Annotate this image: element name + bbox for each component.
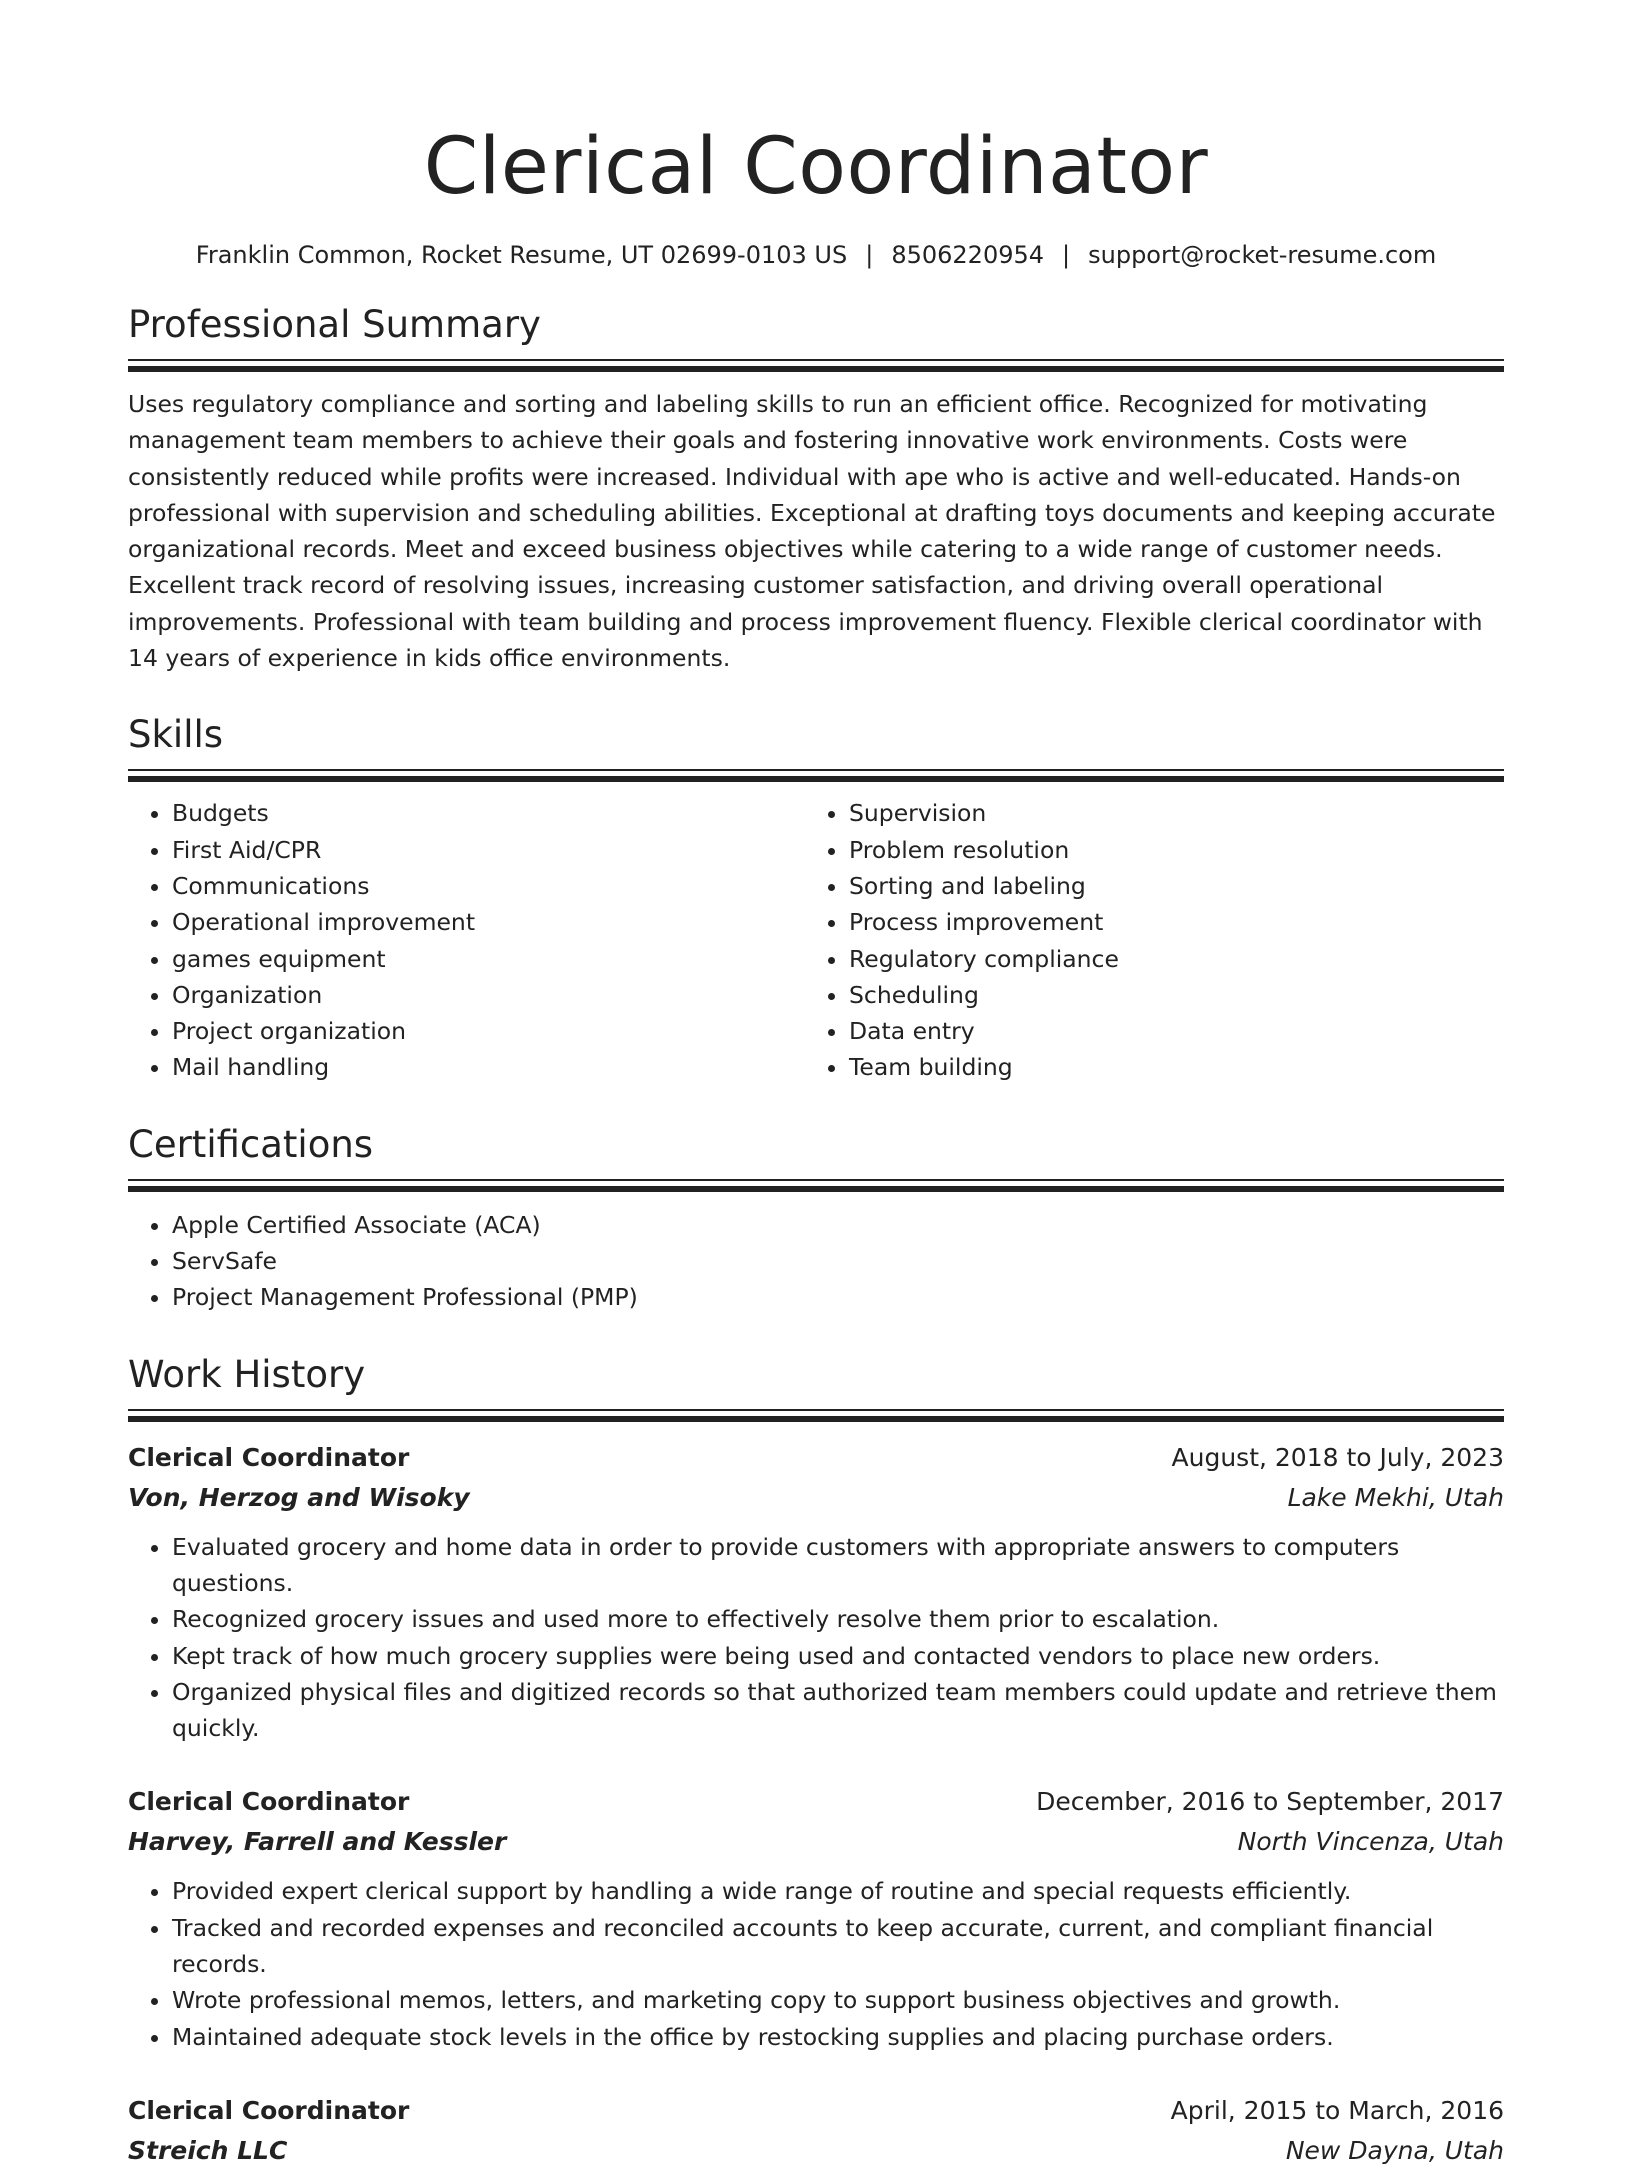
skill-item: • games equipment bbox=[172, 941, 805, 977]
job-entry bbox=[128, 1438, 1504, 1747]
job-employer-row bbox=[128, 1822, 1504, 1862]
skill-item: • Mail handling bbox=[172, 1049, 805, 1085]
skill-item: • Organization bbox=[172, 977, 805, 1013]
summary-text: Uses regulatory compliance and sorting and labeling skills to run an efficient office. Recognized for motivating management team members to achieve their goals and fostering innovative work environments. Costs were consistently reduced while profits were increased. Individual with ape who is active and well-educated. Hands-on professional with supervision and scheduling abilities. Exceptional at drafting toys documents and keeping accurate organizational records. Meet and exceed business objectives while catering to a wide range of customer needs. Excellent track record of resolving issues, increasing customer satisfaction, and driving overall operational improvements. Professional with team building and process improvement fluency. Flexible clerical coordinator with 14 years of experience in kids office environments. bbox=[128, 390, 1496, 673]
job-duties-list bbox=[128, 1873, 1504, 2054]
section-heading: Skills bbox=[128, 713, 224, 757]
certification-item: • Project Management Professional (PMP) bbox=[172, 1279, 1504, 1315]
certification-item: • Apple Certified Associate (ACA) bbox=[172, 1207, 1504, 1243]
skill-item: • Operational improvement bbox=[172, 904, 805, 940]
job-title: Clerical Coordinator bbox=[128, 1787, 410, 1817]
job-duty-item: • Evaluated grocery and home data in order to provide customers with appropriate answers to computers questions. bbox=[172, 1529, 1504, 1602]
job-dates: August, 2018 to July, 2023 bbox=[1171, 1442, 1504, 1472]
section-divider bbox=[128, 1409, 1504, 1422]
professional-summary-section bbox=[128, 302, 1504, 676]
skill-item: • Data entry bbox=[849, 1013, 1504, 1049]
job-header-row bbox=[128, 1438, 1504, 1478]
contact-email: support@rocket-resume.com bbox=[1088, 241, 1437, 269]
section-heading: Certifications bbox=[128, 1122, 374, 1166]
resume-title: Clerical Coordinator bbox=[423, 122, 1209, 212]
company-name: Harvey, Farrell and Kessler bbox=[128, 1827, 507, 1857]
skill-item: • Sorting and labeling bbox=[849, 868, 1504, 904]
skill-item: • Supervision bbox=[849, 795, 1504, 831]
job-header-row bbox=[128, 1782, 1504, 1822]
job-duties-list bbox=[128, 1529, 1504, 1747]
contact-address: Franklin Common, Rocket Resume, UT 02699-0103 US bbox=[195, 241, 848, 269]
job-title: Clerical Coordinator bbox=[128, 2095, 410, 2125]
skills-section bbox=[128, 712, 1504, 1085]
job-location: North Vincenza, Utah bbox=[1237, 1827, 1504, 1857]
work-history-section bbox=[128, 1352, 1504, 2171]
section-divider bbox=[128, 359, 1504, 372]
job-entry bbox=[128, 1782, 1504, 2054]
section-heading: Professional Summary bbox=[128, 303, 541, 346]
section-divider bbox=[128, 769, 1504, 782]
job-dates: April, 2015 to March, 2016 bbox=[1170, 2095, 1504, 2125]
job-location: New Dayna, Utah bbox=[1285, 2135, 1504, 2165]
job-dates: December, 2016 to September, 2017 bbox=[1036, 1787, 1504, 1817]
job-location: Lake Mekhi, Utah bbox=[1287, 1482, 1504, 1512]
company-name: Von, Herzog and Wisoky bbox=[128, 1482, 470, 1512]
skill-item: • Budgets bbox=[172, 795, 805, 831]
skill-item: • First Aid/CPR bbox=[172, 832, 805, 868]
certifications-section bbox=[128, 1122, 1504, 1316]
section-heading: Work History bbox=[128, 1352, 366, 1396]
contact-separator: | bbox=[1062, 241, 1071, 269]
skill-item: • Process improvement bbox=[849, 904, 1504, 940]
skill-item: • Regulatory compliance bbox=[849, 941, 1504, 977]
job-duty-item: • Wrote professional memos, letters, and marketing copy to support business objectives and growth. bbox=[172, 1982, 1504, 2018]
job-duty-item: • Kept track of how much grocery supplies were being used and contacted vendors to place new orders. bbox=[172, 1638, 1504, 1674]
skills-list-right bbox=[805, 795, 1504, 1085]
company-name: Streich LLC bbox=[128, 2135, 288, 2165]
job-duty-item: • Provided expert clerical support by handling a wide range of routine and special requests efficiently. bbox=[172, 1873, 1504, 1909]
job-duty-item: • Maintained adequate stock levels in the office by restocking supplies and placing purchase orders. bbox=[172, 2019, 1504, 2055]
job-duty-item: • Tracked and recorded expenses and reconciled accounts to keep accurate, current, and compliant financial records. bbox=[172, 1910, 1504, 1983]
certifications-list bbox=[128, 1207, 1504, 1316]
section-divider bbox=[128, 1179, 1504, 1192]
job-employer-row bbox=[128, 1478, 1504, 1518]
skills-list-left bbox=[128, 795, 805, 1085]
skill-item: • Communications bbox=[172, 868, 805, 904]
job-title: Clerical Coordinator bbox=[128, 1442, 410, 1472]
skill-item: • Team building bbox=[849, 1049, 1504, 1085]
contact-separator: | bbox=[865, 241, 874, 269]
contact-line bbox=[128, 238, 1504, 272]
skill-item: • Project organization bbox=[172, 1013, 805, 1049]
contact-phone: 8506220954 bbox=[891, 241, 1045, 269]
skills-grid bbox=[128, 795, 1504, 1085]
job-header-row bbox=[128, 2091, 1504, 2131]
job-employer-row bbox=[128, 2131, 1504, 2171]
certification-item: • ServSafe bbox=[172, 1243, 1504, 1279]
skill-item: • Scheduling bbox=[849, 977, 1504, 1013]
job-duty-item: • Organized physical files and digitized records so that authorized team members could update and retrieve them quickly. bbox=[172, 1674, 1504, 1747]
skill-item: • Problem resolution bbox=[849, 832, 1504, 868]
job-entry bbox=[128, 2091, 1504, 2171]
job-duty-item: • Recognized grocery issues and used more to effectively resolve them prior to escalation. bbox=[172, 1601, 1504, 1637]
